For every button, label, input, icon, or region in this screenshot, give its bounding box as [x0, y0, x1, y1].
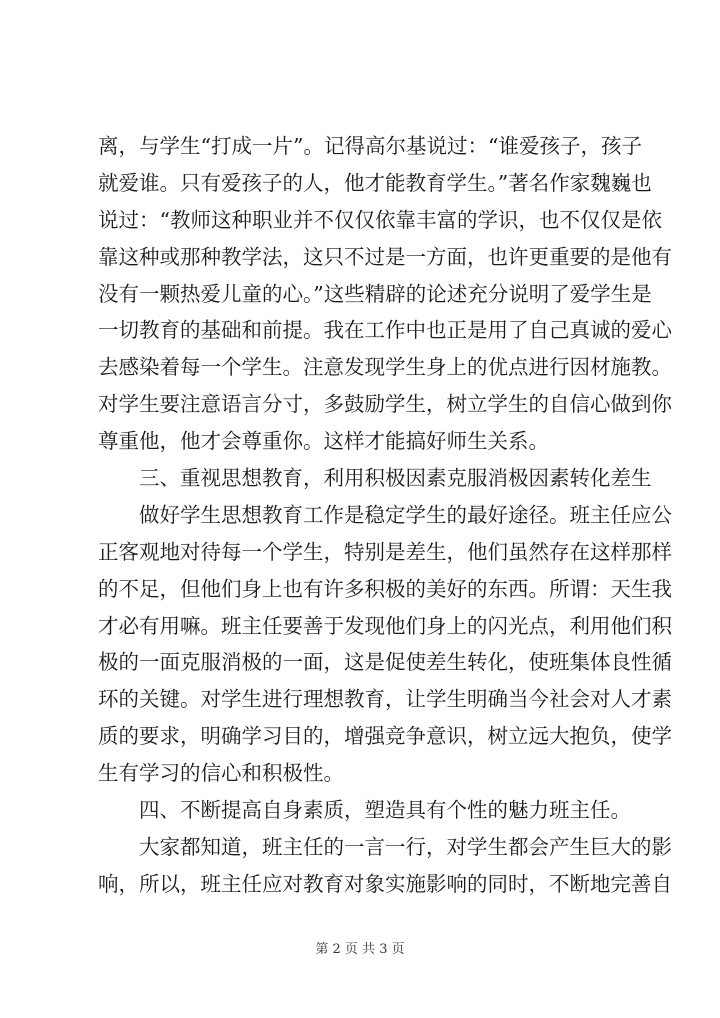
text-line: 质的要求，明确学习目的，增强竞争意识，树立远大抱负，使学: [98, 724, 672, 749]
paragraph-start: 大家都知道，班主任的一言一行，对学生都会产生巨大的影: [139, 834, 672, 859]
body-text: [98, 128, 672, 903]
text-line: 没有一颗热爱儿童的心。”这些精辟的论述充分说明了爱学生是: [98, 281, 652, 306]
text-line: 响，所以，班主任应对教育对象实施影响的同时，不断地完善自: [98, 871, 672, 896]
paragraph-start: 做好学生思想教育工作是稳定学生的最好途径。班主任应公: [139, 502, 672, 527]
page-footer: 第 2 页 共 3 页: [315, 942, 405, 957]
text-line: 靠这种或那种教学法，这只不过是一方面，也许更重要的是他有: [98, 244, 672, 269]
text-line: 就爱谁。只有爱孩子的人，他才能教育学生。”著名作家魏巍也: [98, 170, 652, 195]
text-line: 才必有用嘛。班主任要善于发现他们身上的闪光点，利用他们积: [98, 613, 672, 638]
text-line: 的不足，但他们身上也有许多积极的美好的东西。所谓：天生我: [98, 576, 672, 601]
section-heading-4: 四、不断提高自身素质，塑造具有个性的魅力班主任。: [139, 798, 631, 823]
text-line: 环的关键。对学生进行理想教育，让学生明确当今社会对人才素: [98, 687, 672, 712]
text-line: 生有学习的信心和积极性。: [98, 761, 344, 786]
text-line: 极的一面克服消极的一面，这是促使差生转化，使班集体良性循: [98, 650, 672, 675]
text-line: 正客观地对待每一个学生，特别是差生，他们虽然存在这样那样: [98, 539, 672, 564]
text-line: 对学生要注意语言分寸，多鼓励学生，树立学生的自信心做到你: [98, 392, 672, 417]
section-heading-3: 三、重视思想教育，利用积极因素克服消极因素转化差生: [139, 466, 652, 491]
text-line: 一切教育的基础和前提。我在工作中也正是用了自己真诚的爱心: [98, 318, 672, 343]
text-line: 尊重他，他才会尊重你。这样才能搞好师生关系。: [98, 429, 549, 454]
text-line: 说过：“教师这种职业并不仅仅依靠丰富的学识，也不仅仅是依: [98, 207, 662, 232]
text-line: 去感染着每一个学生。注意发现学生身上的优点进行因材施教。: [98, 355, 672, 380]
text-line: 离，与学生“打成一片”。记得高尔基说过：“谁爱孩子，孩子: [98, 134, 642, 158]
